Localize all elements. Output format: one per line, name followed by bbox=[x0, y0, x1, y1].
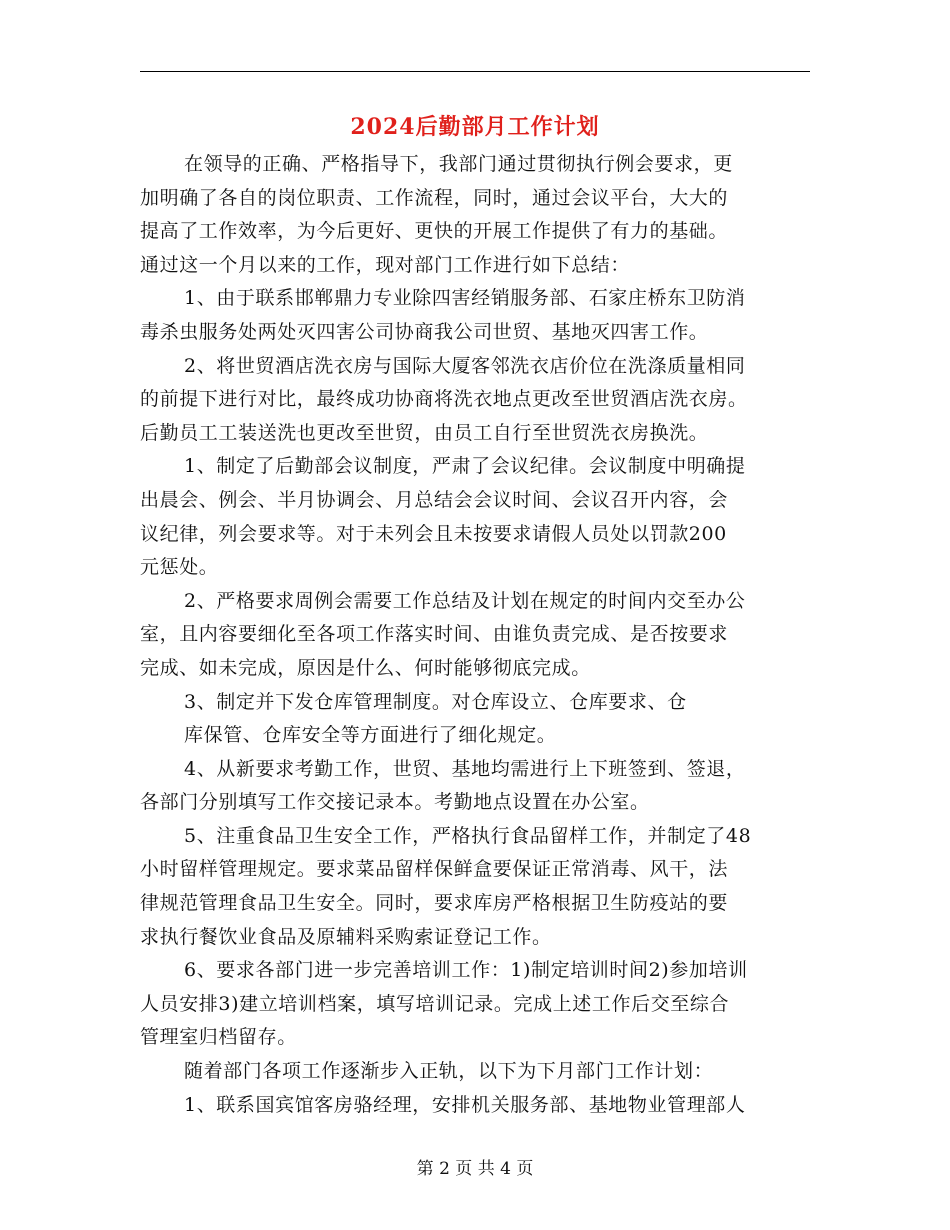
text-line: 律规范管理食品卫生安全。同时，要求库房严格根据卫生防疫站的要 bbox=[140, 892, 729, 915]
text-line: 管理室归档留存。 bbox=[140, 1026, 297, 1049]
text-line: 加明确了各自的岗位职责、工作流程，同时，通过会议平台，大大的 bbox=[140, 186, 729, 209]
text-line: 2、严格要求周例会需要工作总结及计划在规定的时间内交至办公 bbox=[184, 589, 746, 612]
text-line: 5、注重食品卫生安全工作，严格执行食品留样工作，并制定了48 bbox=[184, 824, 752, 847]
text-line: 人员安排3)建立培训档案，填写培训记录。完成上述工作后交至综合 bbox=[140, 992, 730, 1015]
text-line: 出晨会、例会、半月协调会、月总结会会议时间、会议召开内容，会 bbox=[140, 488, 729, 511]
text-line: 各部门分别填写工作交接记录本。考勤地点设置在办公室。 bbox=[140, 791, 650, 814]
text-line: 2、将世贸酒店洗衣房与国际大厦客邻洗衣店价位在洗涤质量相同 bbox=[184, 354, 746, 377]
text-line: 6、要求各部门进一步完善培训工作：1)制定培训时间2)参加培训 bbox=[184, 959, 748, 982]
text-line: 在领导的正确、严格指导下，我部门通过贯彻执行例会要求，更 bbox=[184, 153, 733, 175]
text-line: 1、由于联系邯郸鼎力专业除四害经销服务部、石家庄桥东卫防消 bbox=[184, 287, 746, 310]
page-title: 2024后勤部月工作计划 bbox=[350, 114, 600, 140]
text-line: 的前提下进行对比，最终成功协商将洗衣地点更改至世贸酒店洗衣房。 bbox=[140, 388, 748, 411]
text-line: 毒杀虫服务处两处灭四害公司协商我公司世贸、基地灭四害工作。 bbox=[140, 320, 709, 343]
text-line: 随着部门各项工作逐渐步入正轨，以下为下月部门工作计划： bbox=[184, 1060, 714, 1083]
text-line: 小时留样管理规定。要求菜品留样保鲜盒要保证正常消毒、风干，法 bbox=[140, 858, 729, 881]
text-line: 4、从新要求考勤工作，世贸、基地均需进行上下班签到、签退， bbox=[184, 757, 746, 780]
text-line: 后勤员工工装送洗也更改至世贸，由员工自行至世贸洗衣房换洗。 bbox=[140, 421, 709, 444]
header-rule bbox=[140, 71, 810, 72]
text-line: 完成、如未完成，原因是什么、何时能够彻底完成。 bbox=[140, 656, 591, 679]
text-line: 通过这一个月以来的工作，现对部门工作进行如下总结： bbox=[140, 253, 631, 276]
document-body bbox=[140, 148, 810, 1122]
text-line: 求执行餐饮业食品及原辅料采购索证登记工作。 bbox=[140, 925, 552, 948]
text-line: 室，且内容要细化至各项工作落实时间、由谁负责完成、是否按要求 bbox=[140, 623, 729, 646]
page-footer: 第 2 页 共 4 页 bbox=[416, 1159, 534, 1179]
text-line: 1、制定了后勤部会议制度，严肃了会议纪律。会议制度中明确提 bbox=[184, 455, 746, 478]
text-line: 库保管、仓库安全等方面进行了细化规定。 bbox=[184, 724, 557, 747]
text-line: 议纪律，列会要求等。对于未列会且未按要求请假人员处以罚款200 bbox=[140, 522, 727, 545]
text-line: 1、联系国宾馆客房骆经理，安排机关服务部、基地物业管理部人 bbox=[184, 1093, 746, 1116]
text-line: 元惩处。 bbox=[140, 556, 219, 579]
text-line: 3、制定并下发仓库管理制度。对仓库设立、仓库要求、仓 bbox=[184, 690, 687, 713]
text-line: 提高了工作效率，为今后更好、更快的开展工作提供了有力的基础。 bbox=[140, 220, 729, 243]
